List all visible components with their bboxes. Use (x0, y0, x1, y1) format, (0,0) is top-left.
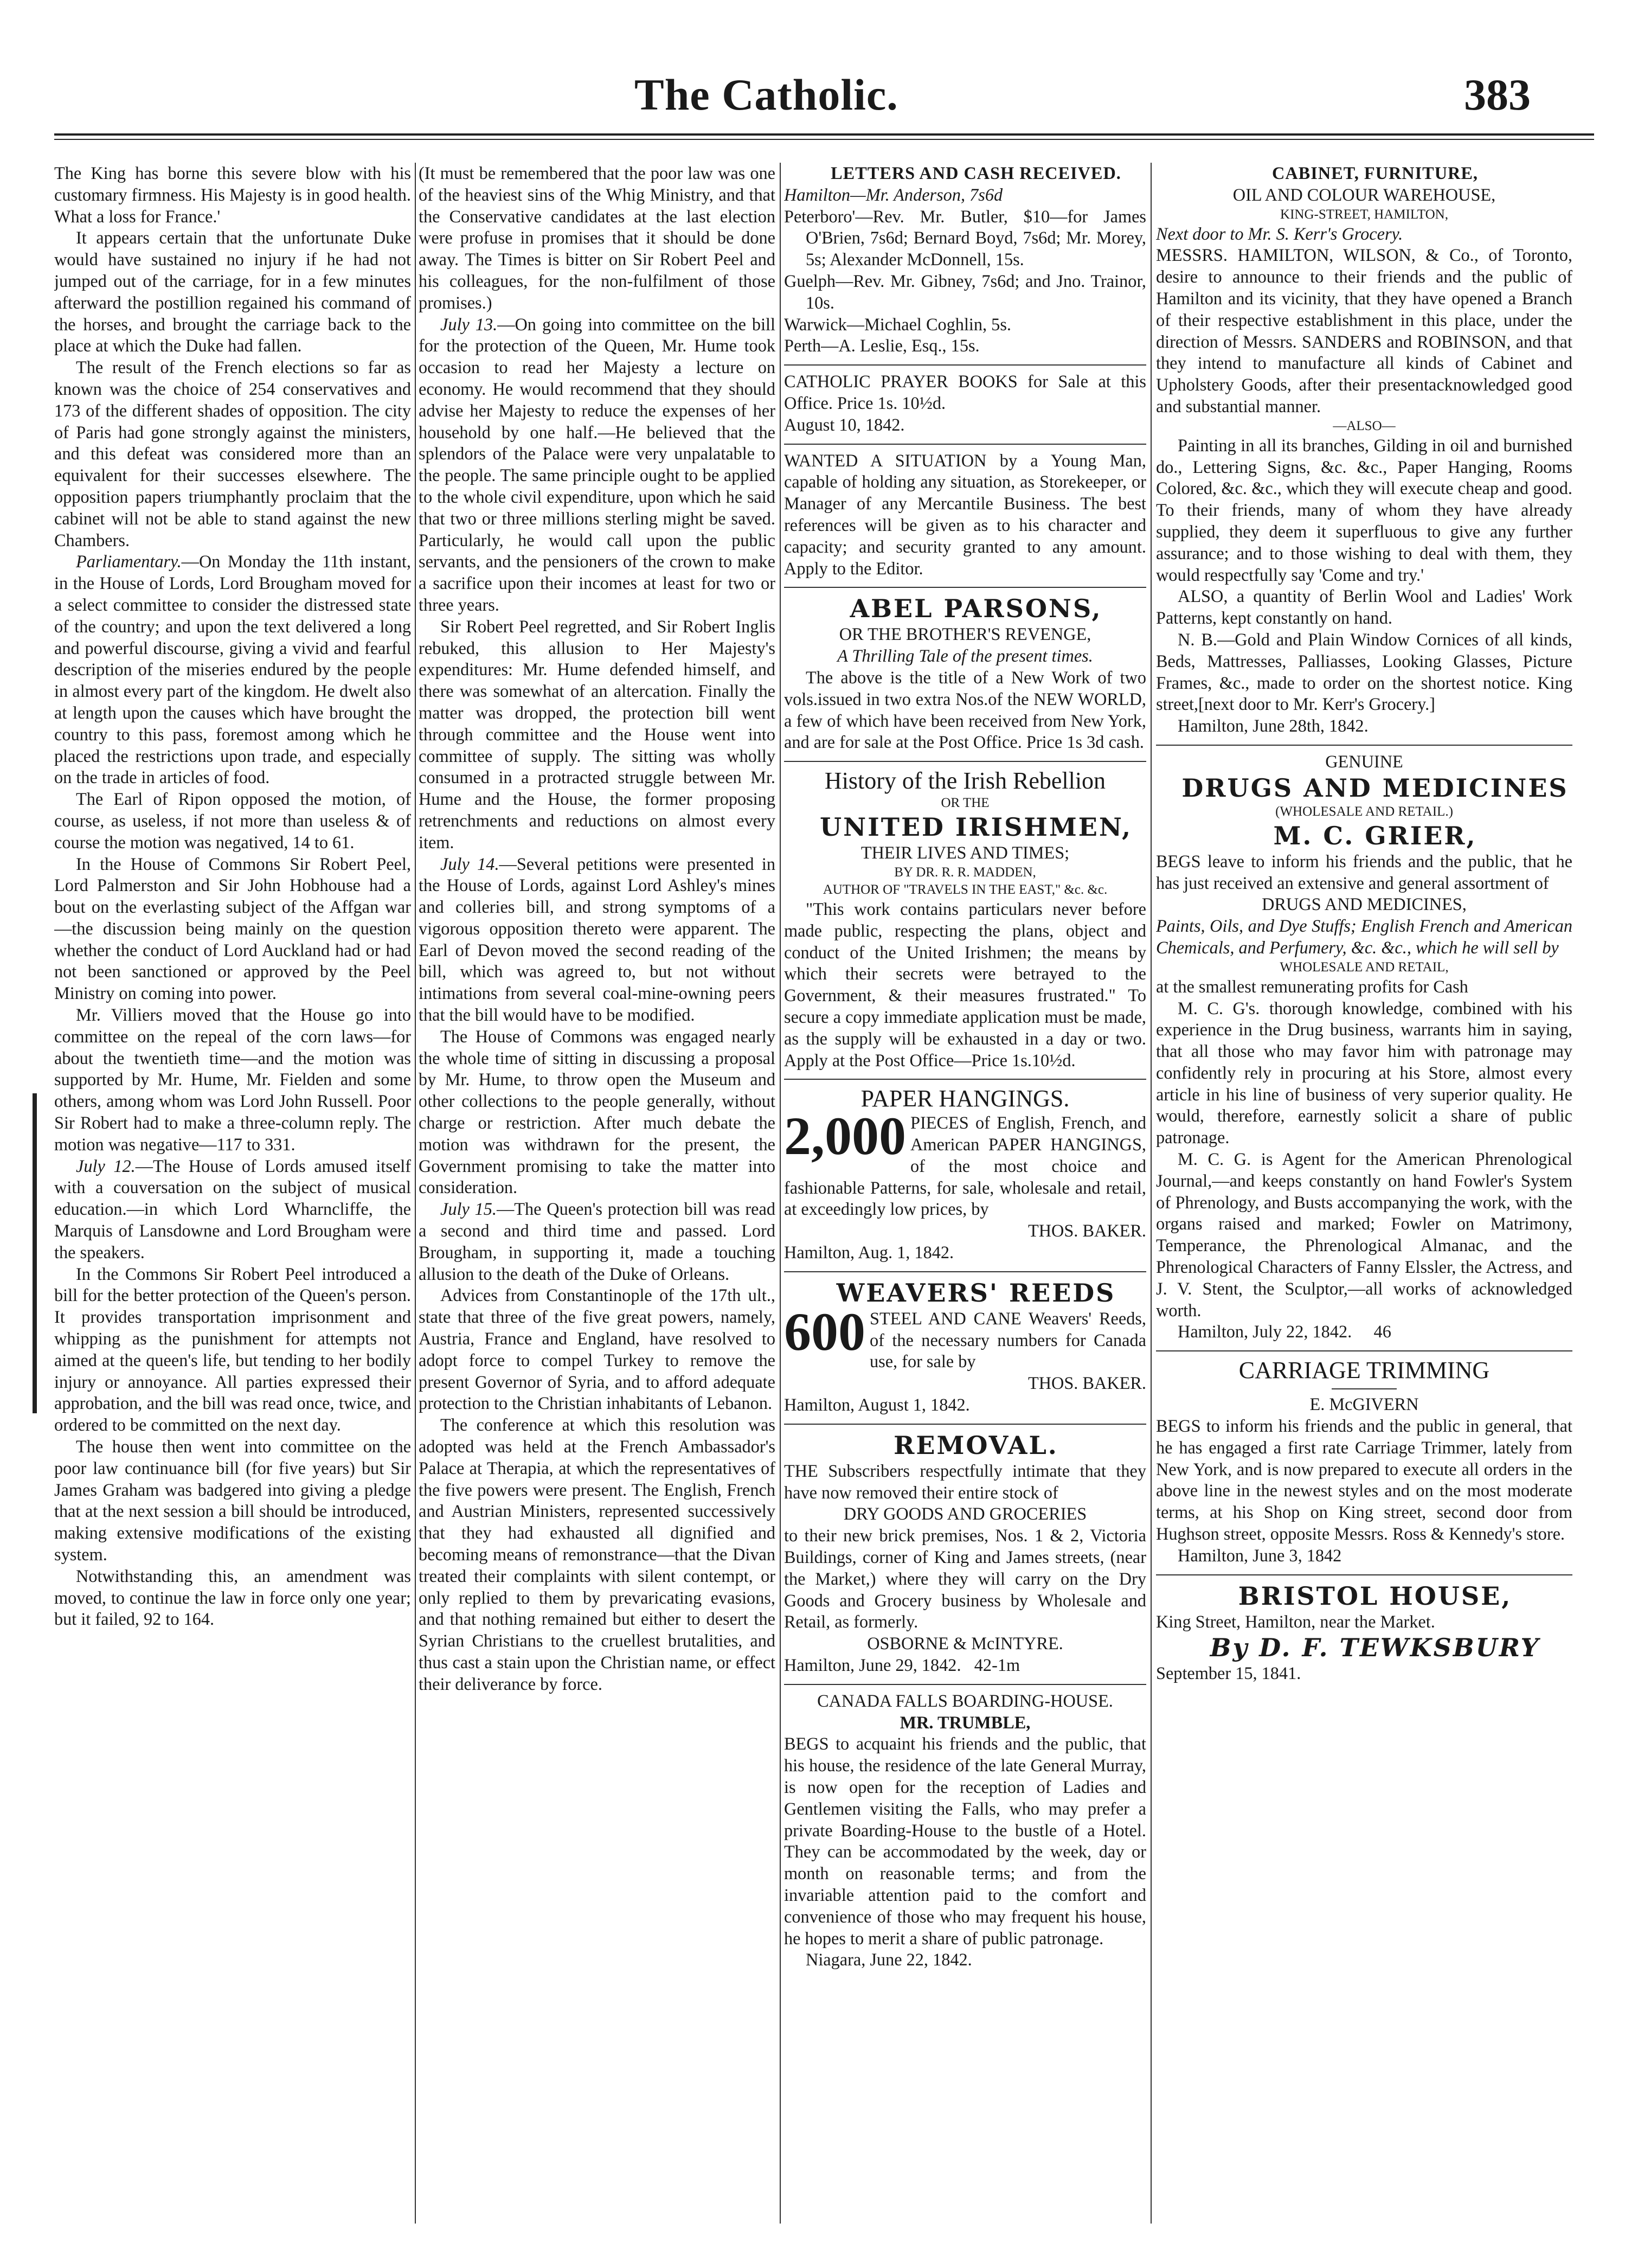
cabinet-body4: N. B.—Gold and Plain Window Cornices of all kinds, Beds, Mattresses, Palliasses, Looking Glasses, Picture Frames, &c., made to order on the shortest notice. King street,[next door to Mr. Kerr's Grocery.] (1156, 629, 1572, 714)
removal-goods: DRY GOODS AND GROCERIES (843, 1504, 1087, 1524)
paragraph-text: —On Monday the 11th instant, in the House of Lords, Lord Brougham moved for a select committee to consider the distressed state of the country; and upon the text delivered a long and powerful discourse, giving a vivid and fearful description of the miseries endured by the people in almost every part of the kingdom. He dwelt also at length upon the causes which have brought the country to this pass, foremost among which he placed the restrictions upon trade, and especially on the trade in articles of food. (54, 552, 411, 787)
paragraph-text: —On going into committee on the bill for the protection of the Queen, Mr. Hume took occasion to read her Majesty a lecture on economy. He would recommend that they should advise her Majesty to reduce the expenses of her household by one half.—He believed that the splendors of the Palace were very unpalatable to the people. The same principle ought to be applied to the whole civil expenditure, upon which he said that two or three millions sterling might be saved. Particularly, he would call upon the public servants, and the pensioners of the crown to make a sacrifice upon their incomes at least for two or three years. (419, 314, 775, 614)
cabinet-heading2: OIL AND COLOUR WAREHOUSE, (1232, 184, 1496, 204)
divider (784, 444, 1146, 445)
paragraph: Advices from Constantinople of the 17th ult., state that three of the five great powers, namely, Austria, France and England, have resolved to adopt force to compel Turkey to remove the present Governor of Syria, and to afford adequate protection to the Christian inhabitants of Lebanon. (419, 1285, 775, 1413)
drugs-date (1156, 1321, 1572, 1343)
carriage-body: BEGS to inform his friends and the public in general, that he has engaged a first rate Carriage Trimmer, lately from New York, and is now prepared to execute all orders in the above line in the newest styles and on the most moderate terms, at his Shop on King street, second door from Hughson street, opposite Messrs. Ross & Kennedy's store. (1156, 1416, 1572, 1544)
drugs-body4: M. C. G. is Agent for the American Phrenological Journal,—and keeps constantly on hand Fowler's System of Phrenology, and Busts accompanying the work, with the organs raised and marked; Fowler on Matrimony, Temperance, the Phrenological Almanac, and the Phrenological Characters of Fanny Elssler, the Actress, and J. V. Stent, the Sculptor,—all works of acknowledged worth. (1156, 1149, 1572, 1320)
paragraph (419, 314, 775, 616)
drugs-list: Paints, Oils, and Dye Stuffs; English French and American Chemicals, and Perfumery, &c. &c., which he will sell by (1156, 916, 1572, 957)
bristol-heading: BRISTOL HOUSE, (1238, 1581, 1512, 1611)
margin-mark (33, 1093, 37, 1413)
divider (1156, 745, 1572, 746)
drugs-date-text: Hamilton, July 22, 1842. (1178, 1322, 1352, 1342)
carriage-date: Hamilton, June 3, 1842 (1178, 1545, 1342, 1565)
canada-heading: CANADA FALLS BOARDING-HOUSE. (817, 1690, 1113, 1710)
removal-code: 42-1m (974, 1655, 1020, 1675)
letters-heading: LETTERS AND CASH RECEIVED. (831, 163, 1121, 183)
column-2 (419, 163, 775, 2234)
paragraph (54, 551, 411, 789)
reeds-date: Hamilton, August 1, 1842. (784, 1395, 970, 1415)
divider (784, 1424, 1146, 1425)
carriage-name: E. McGIVERN (1309, 1394, 1419, 1414)
paragraph: (It must be remembered that the poor law was one of the heaviest sins of the Whig Ministry, and that the Conservative candidates at the last election were profuse in promises that it should be done away. The Times is bitter on Sir Robert Peel and his colleagues, for the non-fulfilment of those promises.) (419, 163, 775, 312)
paragraph-lead: Parliamentary. (76, 552, 182, 572)
paragraph: Mr. Villiers moved that the House go into committee on the repeal of the corn laws—for about the twentieth time—and the motion was supported by Mr. Hume, Mr. Fielden and some others, among whom was Lord John Russell. Poor Sir Robert had to make a three-column reply. The motion was negative—117 to 331. (54, 1005, 411, 1154)
paper-text: PIECES of English, French, and American PAPER HANGINGS, of the most choice and fashionable Patterns, for sale, wholesale and retail, at exceedingly low prices, by (784, 1113, 1146, 1219)
header-rule (54, 133, 1594, 136)
drugs-name: M. C. GRIER, (1273, 821, 1477, 850)
paragraph: The Earl of Ripon opposed the motion, of course, as useless, if not more than useless & of course the motion was negatived, 14 to 61. (54, 789, 411, 852)
drugs-heading: DRUGS AND MEDICINES (1181, 773, 1569, 803)
prayer-books-ad: CATHOLIC PRAYER BOOKS for Sale at this Office. Price 1s. 10½d. (784, 371, 1146, 413)
history-or-the: OR THE (941, 796, 990, 811)
bristol-by: By D. F. TEWKSBURY (1210, 1633, 1540, 1663)
cabinet-street: KING-STREET, HAMILTON, (1280, 207, 1448, 222)
drugs-code: 46 (1373, 1322, 1391, 1342)
divider (784, 1684, 1146, 1685)
removal-sign: OSBORNE & McINTYRE. (867, 1633, 1063, 1654)
paragraph-text: —Several petitions were presented in the House of Lords, against Lord Ashley's mines and colleries bill, and strong symptoms of a vigorous opposition thereto were apparent. The Earl of Devon moved the second reading of the bill, which was agreed to, but not without intimations from several coal-mine-owning peers that the bill would have to be modified. (419, 854, 775, 1025)
drugs-body2: at the smallest remunerating profits for Cash (1156, 976, 1468, 996)
removal-date (784, 1655, 1146, 1676)
column-rule (1151, 163, 1152, 2224)
cabinet-date: Hamilton, June 28th, 1842. (1178, 716, 1369, 736)
abel-parsons-body: The above is the title of a New Work of two vols.issued in two extra Nos.of the NEW WORLD, a few of which have been received from New York, and are for sale at the Post Office. Price 1s 3d cash. (784, 667, 1146, 752)
cabinet-heading: CABINET, FURNITURE, (1272, 163, 1478, 183)
paragraph-lead: July 14. (440, 854, 499, 874)
paragraph: The result of the French elections so far as known was the choice of 254 conservatives and 173 of the different shades of opposition. The city of Paris had gone strongly against the ministers, and this defeat was considered more than an equivalent for their successes elsewhere. The opposition papers triumphantly proclaim that the cabinet will not be able to stand against the new Chambers. (54, 357, 411, 550)
paragraph: In the Commons Sir Robert Peel introduced a bill for the better protection of the Queen's person. It provides transportation imprisonment and whipping as the punishment for attempts not aimed at the queen's life, but tending to her bodily injury or annoyance. All parties expressed their approbation, and the bill was read once, twice, and ordered to be committed on the next day. (54, 1264, 411, 1435)
situation-ad: WANTED A SITUATION by a Young Man, capable of holding any situation, as Storekeeper, or Manager of any Mercantile Business. The best references will be given as to his character and capacity; and security granted to any amount. Apply to the Editor. (784, 450, 1146, 578)
divider (784, 587, 1146, 588)
paragraph: Sir Robert Peel regretted, and Sir Robert Inglis rebuked, this allusion to Her Majesty's expenditures: Mr. Hume defended himself, and there was somewhat of an altercation. Finally the matter was dropped, the protection bill went through committee and the House went into committee of supply. The sitting was wholly consumed in a protracted struggle between Mr. Hume and the House, the former proposing retrenchments and reductions on almost every item. (419, 616, 775, 852)
paper-heading: PAPER HANGINGS. (860, 1085, 1070, 1112)
canada-date: Niagara, June 22, 1842. (806, 1950, 972, 1970)
divider (1156, 1350, 1572, 1351)
paragraph: It appears certain that the unfortunate Duke would have sustained no injury if he had not jumped out of the carriage, for in a few minutes afterward the postillion regained his command of the horses, and brought the carriage back to the place at which the Duke had fallen. (54, 228, 411, 356)
paragraph (419, 1199, 775, 1285)
paper-date: Hamilton, Aug. 1, 1842. (784, 1242, 954, 1263)
drugs-sub: (WHOLESALE AND RETAIL.) (1275, 804, 1453, 819)
bristol-street: King Street, Hamilton, near the Market. (1156, 1611, 1435, 1631)
paragraph-lead: July 12. (76, 1156, 136, 1176)
letter-entry: Guelph—Rev. Mr. Gibney, 7s6d; and Jno. Trainor, 10s. (784, 271, 1146, 312)
reeds-body (784, 1301, 1146, 1373)
bristol-date: September 15, 1841. (1156, 1663, 1301, 1683)
short-divider (1332, 1388, 1397, 1389)
drugs-dm: DRUGS AND MEDICINES, (1262, 894, 1467, 914)
drugs-body3: M. C. G's. thorough knowledge, combined with his experience in the Drug business, warrants him in saying, that all those who may favor him with patronage may confidently rely in procuring at his Store, almost every article in his line of business of very superior quality. He would, therefore, earnestly solicit a share of public patronage. (1156, 998, 1572, 1148)
history-title: History of the Irish Rebellion (824, 767, 1106, 795)
letter-entry: Hamilton—Mr. Anderson, 7s6d (784, 184, 1003, 204)
abel-parsons-title: ABEL PARSONS, (850, 594, 1102, 624)
paragraph-lead: July 13. (440, 314, 498, 334)
history-body: "This work contains particulars never before made public, respecting the plans, object and conduct of the United Irishmen; the means by which their secrets were betrayed to the Government, & their measures frustrated." To secure a copy immediate application must be made, as the supply will be exhausted in a day or two. Apply at the Post Office—Price 1s.10½d. (784, 899, 1146, 1070)
paragraph: The conference at which this resolution was adopted was held at the French Ambassador's Palace at Therapia, at which the representatives of the five powers were present. The English, French and Austrian Ministers, represented successively that they had exhausted all dignified and becoming means of remonstrance—that the Divan treated their complaints with silent contempt, or only replied to them by prevaricating evasions, and that nothing remained but either to desert the Syrian Christians to the cruellest brutalities, and thus cast a stain upon the Christian name, or effect their deliverance by force. (419, 1415, 775, 1694)
drugs-genuine: GENUINE (1325, 751, 1403, 771)
column-3 (784, 163, 1146, 2234)
removal-body2: to their new brick premises, Nos. 1 & 2, Victoria Buildings, corner of King and James streets, (near the Market,) where they will carry on the Dry Goods and Grocery business by Wholesale and Retail, as formerly. (784, 1526, 1146, 1632)
page-title: The Catholic. (634, 70, 898, 119)
ad-date: August 10, 1842. (784, 414, 905, 434)
divider (784, 364, 1146, 366)
drugs-ws: WHOLESALE AND RETAIL, (1280, 959, 1449, 975)
paper-body (784, 1106, 1146, 1220)
cabinet-body3: ALSO, a quantity of Berlin Wool and Ladies' Work Patterns, kept constantly on hand. (1156, 586, 1572, 628)
reeds-heading: WEAVERS' REEDS (836, 1278, 1116, 1308)
cabinet-body: MESSRS. HAMILTON, WILSON, & Co., of Toronto, desire to announce to their friends and the public of Hamilton and its vicinity, that they have opened a Branch of their respective establishment in this place, under the direction of Messrs. SANDERS and ROBINSON, and that they intend to manufacture all kinds of Cabinet and Upholstery Goods, after their presentacknowledged good and substantial manner. (1156, 245, 1572, 416)
paper-sign: THOS. BAKER. (1027, 1221, 1146, 1241)
paragraph (419, 854, 775, 1026)
column-1 (54, 163, 411, 2234)
history-author2: AUTHOR OF "TRAVELS IN THE EAST," &c. &c. (823, 882, 1108, 897)
canada-body: BEGS to acquaint his friends and the public, that his house, the residence of the late General Murray, is now open for the reception of Ladies and Gentlemen visiting the Falls, who may prefer a private Boarding-House to the bustle of a Hotel. They can be accommodated by the week, day or month on reasonable terms; and from the invariable attention paid to the comfort and convenience of those who may frequent his house, he hopes to merit a share of public patronage. (784, 1734, 1146, 1948)
cabinet-also: —ALSO— (1333, 418, 1396, 433)
removal-body1: THE Subscribers respectfully intimate that they have now removed their entire stock of (784, 1460, 1146, 1502)
paragraph: The house then went into committee on the poor law continuance bill (for five years) but Sir James Graham was badgered into giving a pledge that at the next session a bill should be introduced, making extensive modifications of the existing system. (54, 1437, 411, 1564)
divider (1156, 1574, 1572, 1575)
removal-date-text: Hamilton, June 29, 1842. (784, 1655, 961, 1675)
column-rule (780, 163, 781, 2224)
paragraph-text: —The House of Lords amused itself with a couversation on the subject of musical education.—in which Lord Wharncliffe, the Marquis of Lansdowne and Lord Brougham were the speakers. (54, 1156, 411, 1262)
paragraph: The House of Commons was engaged nearly the whole time of sitting in discussing a proposal by Mr. Hume, to throw open the Museum and other collections to the people generally, without charge or restriction. After much debate the motion was withdrawn for the present, the Government promising to take the matter into consideration. (419, 1026, 775, 1197)
letter-entry: Warwick—Michael Coghlin, 5s. (784, 314, 1011, 334)
header-rule-thin (54, 139, 1594, 140)
carriage-heading: CARRIAGE TRIMMING (1238, 1357, 1490, 1384)
cabinet-body2: Painting in all its branches, Gilding in oil and burnished do., Lettering Signs, &c. &c., Paper Hanging, Rooms Colored, &c. &c., which they will execute cheap and good. To their friends, many of whom they have already supplied, they deem it superfluous to give any further assurance; and to those wishing to deal with them, they would respectfully say 'Come and try.' (1156, 435, 1572, 585)
paragraph: Notwithstanding this, an amendment was moved, to continue the law in force only one year; but it failed, 92 to 164. (54, 1566, 411, 1629)
page-number: 383 (1464, 70, 1531, 119)
reeds-text: STEEL AND CANE Weavers' Reeds, of the necessary numbers for Canada use, for sale by (870, 1308, 1146, 1372)
reeds-sign: THOS. BAKER. (1027, 1373, 1146, 1393)
reeds-big-number: 600 (784, 1301, 865, 1362)
abel-parsons-tagline: A Thrilling Tale of the present times. (837, 646, 1093, 666)
paragraph-lead: July 15. (440, 1199, 497, 1219)
paper-big-number: 2,000 (784, 1106, 906, 1167)
removal-heading: REMOVAL. (894, 1430, 1058, 1460)
cabinet-next: Next door to Mr. S. Kerr's Grocery. (1156, 223, 1403, 244)
paragraph-text: —The Queen's protection bill was read a second and third time and passed. Lord Brougham, in supporting it, made a touching allusion to the death of the Duke of Orleans. (419, 1199, 775, 1284)
paragraph (54, 1156, 411, 1264)
divider (784, 1079, 1146, 1080)
canada-name: MR. TRUMBLE, (900, 1712, 1031, 1732)
history-author: BY DR. R. R. MADDEN, (894, 864, 1036, 880)
letter-entry: Perth—A. Leslie, Esq., 15s. (784, 336, 980, 356)
column-4 (1156, 163, 1572, 2234)
paragraph: In the House of Commons Sir Robert Peel, Lord Palmerston and Sir John Hobhouse had a bout on the everlasting subject of the Affgan war—the discussion being mainly on the question whether the conduct of Lord Auckland had or had not been sanctioned or approved by the Peel Ministry on coming into power. (54, 854, 411, 1003)
abel-parsons-subtitle: OR THE BROTHER'S REVENGE, (839, 624, 1091, 644)
letter-entry: Peterboro'—Rev. Mr. Butler, $10—for James O'Brien, 7s6d; Bernard Boyd, 7s6d; Mr. Morey, 5s; Alexander McDonnell, 15s. (784, 206, 1146, 270)
divider (784, 1271, 1146, 1272)
column-rule (415, 163, 416, 2224)
paragraph: The King has borne this severe blow with his customary firmness. His Majesty is in good health. What a loss for France.' (54, 163, 411, 226)
drugs-body1: BEGS leave to inform his friends and the public, that he has just received an extensive and general assortment of (1156, 851, 1572, 893)
divider (784, 761, 1146, 762)
history-lives: THEIR LIVES AND TIMES; (860, 843, 1070, 863)
history-united-irishmen: UNITED IRISHMEN, (820, 812, 1132, 842)
